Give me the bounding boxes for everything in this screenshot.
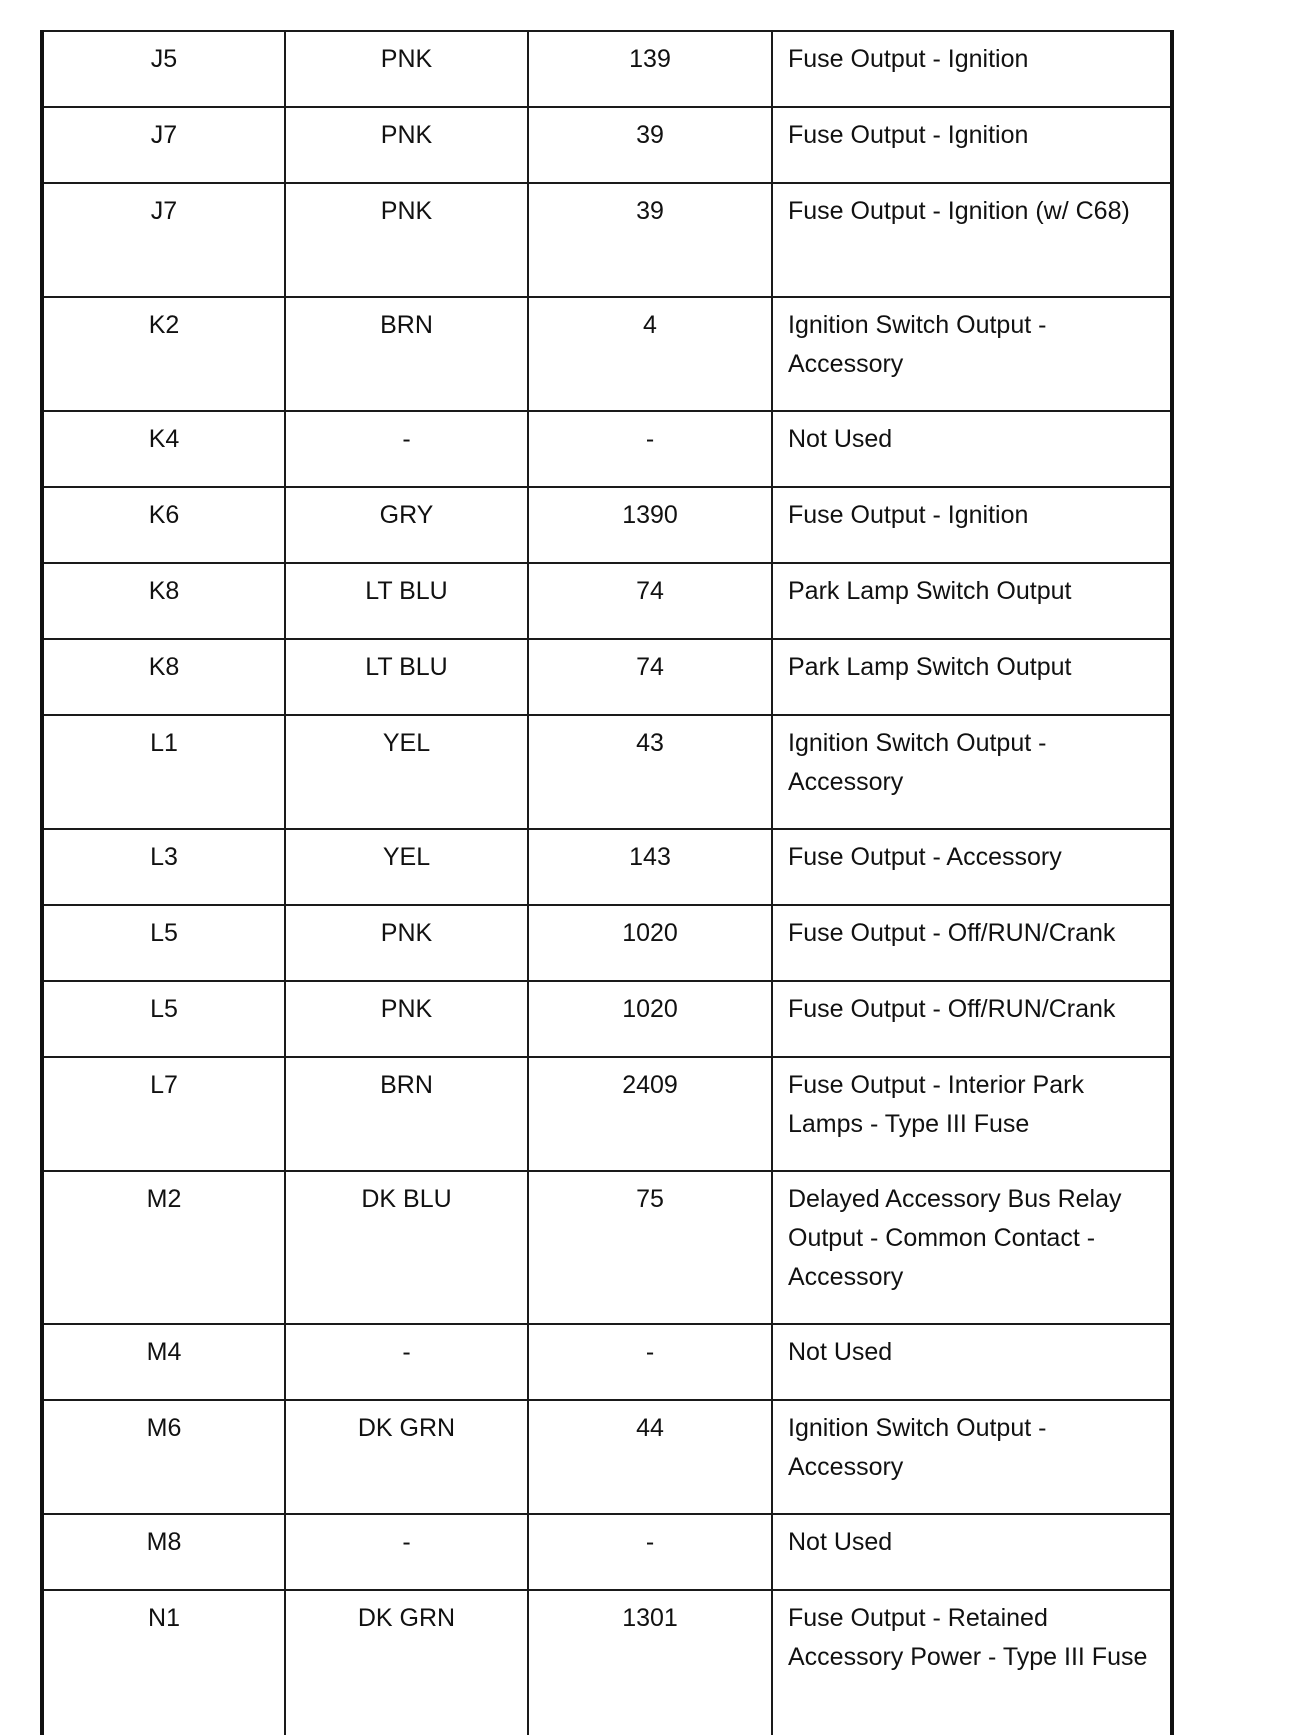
function-cell: Park Lamp Switch Output [772,639,1172,715]
table-row [42,1057,1172,1171]
wire-color-cell: PNK [285,107,528,183]
wire-color-cell: - [285,1514,528,1590]
function-cell: Fuse Output - Ignition [772,31,1172,107]
circuit-number-cell: - [528,411,772,487]
pin-cell: K2 [42,297,285,411]
table-row [42,1171,1172,1324]
pin-cell: M4 [42,1324,285,1400]
wire-color-cell: BRN [285,1057,528,1171]
wire-color-cell: DK GRN [285,1400,528,1514]
pin-cell: L1 [42,715,285,829]
circuit-number-cell: 75 [528,1171,772,1324]
circuit-number-cell: 1390 [528,487,772,563]
wire-color-cell: LT BLU [285,563,528,639]
pin-cell: L3 [42,829,285,905]
pin-cell: N1 [42,1590,285,1735]
wire-color-cell: PNK [285,905,528,981]
table-row [42,715,1172,829]
wire-color-cell: - [285,411,528,487]
function-cell: Not Used [772,1514,1172,1590]
pin-cell: J7 [42,107,285,183]
table-row [42,107,1172,183]
function-cell: Fuse Output - Off/RUN/Crank [772,981,1172,1057]
pin-cell: J5 [42,31,285,107]
circuit-number-cell: 4 [528,297,772,411]
circuit-number-cell: 1020 [528,905,772,981]
table-row [42,297,1172,411]
circuit-number-cell: 1020 [528,981,772,1057]
connector-pinout-table [40,30,1174,1735]
wire-color-cell: DK GRN [285,1590,528,1735]
function-cell: Park Lamp Switch Output [772,563,1172,639]
pin-cell: L7 [42,1057,285,1171]
circuit-number-cell: 74 [528,563,772,639]
wire-color-cell: YEL [285,829,528,905]
function-cell: Fuse Output - Accessory [772,829,1172,905]
pin-cell: M8 [42,1514,285,1590]
circuit-number-cell: 74 [528,639,772,715]
wire-color-cell: GRY [285,487,528,563]
function-cell: Fuse Output - Ignition (w/ C68) [772,183,1172,297]
table-row [42,639,1172,715]
function-cell: Fuse Output - Retained Accessory Power - Type III Fuse [772,1590,1172,1735]
circuit-number-cell: 43 [528,715,772,829]
function-cell: Delayed Accessory Bus Relay Output - Common Contact - Accessory [772,1171,1172,1324]
function-cell: Fuse Output - Interior Park Lamps - Type III Fuse [772,1057,1172,1171]
circuit-number-cell: 139 [528,31,772,107]
wire-color-cell: YEL [285,715,528,829]
circuit-number-cell: - [528,1514,772,1590]
pin-cell: K8 [42,639,285,715]
wire-color-cell: PNK [285,981,528,1057]
table-row [42,1590,1172,1735]
circuit-number-cell: 39 [528,183,772,297]
pin-cell: K8 [42,563,285,639]
pin-cell: L5 [42,905,285,981]
circuit-number-cell: 2409 [528,1057,772,1171]
pin-cell: M6 [42,1400,285,1514]
circuit-number-cell: 1301 [528,1590,772,1735]
table-row [42,1400,1172,1514]
function-cell: Fuse Output - Ignition [772,487,1172,563]
wire-color-cell: PNK [285,31,528,107]
wire-color-cell: PNK [285,183,528,297]
table-row [42,1514,1172,1590]
table-row [42,981,1172,1057]
function-cell: Fuse Output - Off/RUN/Crank [772,905,1172,981]
table-row [42,411,1172,487]
wire-color-cell: BRN [285,297,528,411]
circuit-number-cell: - [528,1324,772,1400]
wire-color-cell: - [285,1324,528,1400]
table-row [42,829,1172,905]
function-cell: Ignition Switch Output - Accessory [772,1400,1172,1514]
pin-cell: M2 [42,1171,285,1324]
pin-cell: K6 [42,487,285,563]
table-row [42,905,1172,981]
table-row [42,31,1172,107]
pin-cell: J7 [42,183,285,297]
wire-color-cell: DK BLU [285,1171,528,1324]
function-cell: Not Used [772,411,1172,487]
circuit-number-cell: 39 [528,107,772,183]
function-cell: Fuse Output - Ignition [772,107,1172,183]
pin-cell: K4 [42,411,285,487]
wire-color-cell: LT BLU [285,639,528,715]
table-row [42,1324,1172,1400]
pin-cell: L5 [42,981,285,1057]
circuit-number-cell: 143 [528,829,772,905]
table-row [42,563,1172,639]
function-cell: Ignition Switch Output - Accessory [772,715,1172,829]
function-cell: Ignition Switch Output - Accessory [772,297,1172,411]
function-cell: Not Used [772,1324,1172,1400]
table-row [42,183,1172,297]
circuit-number-cell: 44 [528,1400,772,1514]
table-row [42,487,1172,563]
